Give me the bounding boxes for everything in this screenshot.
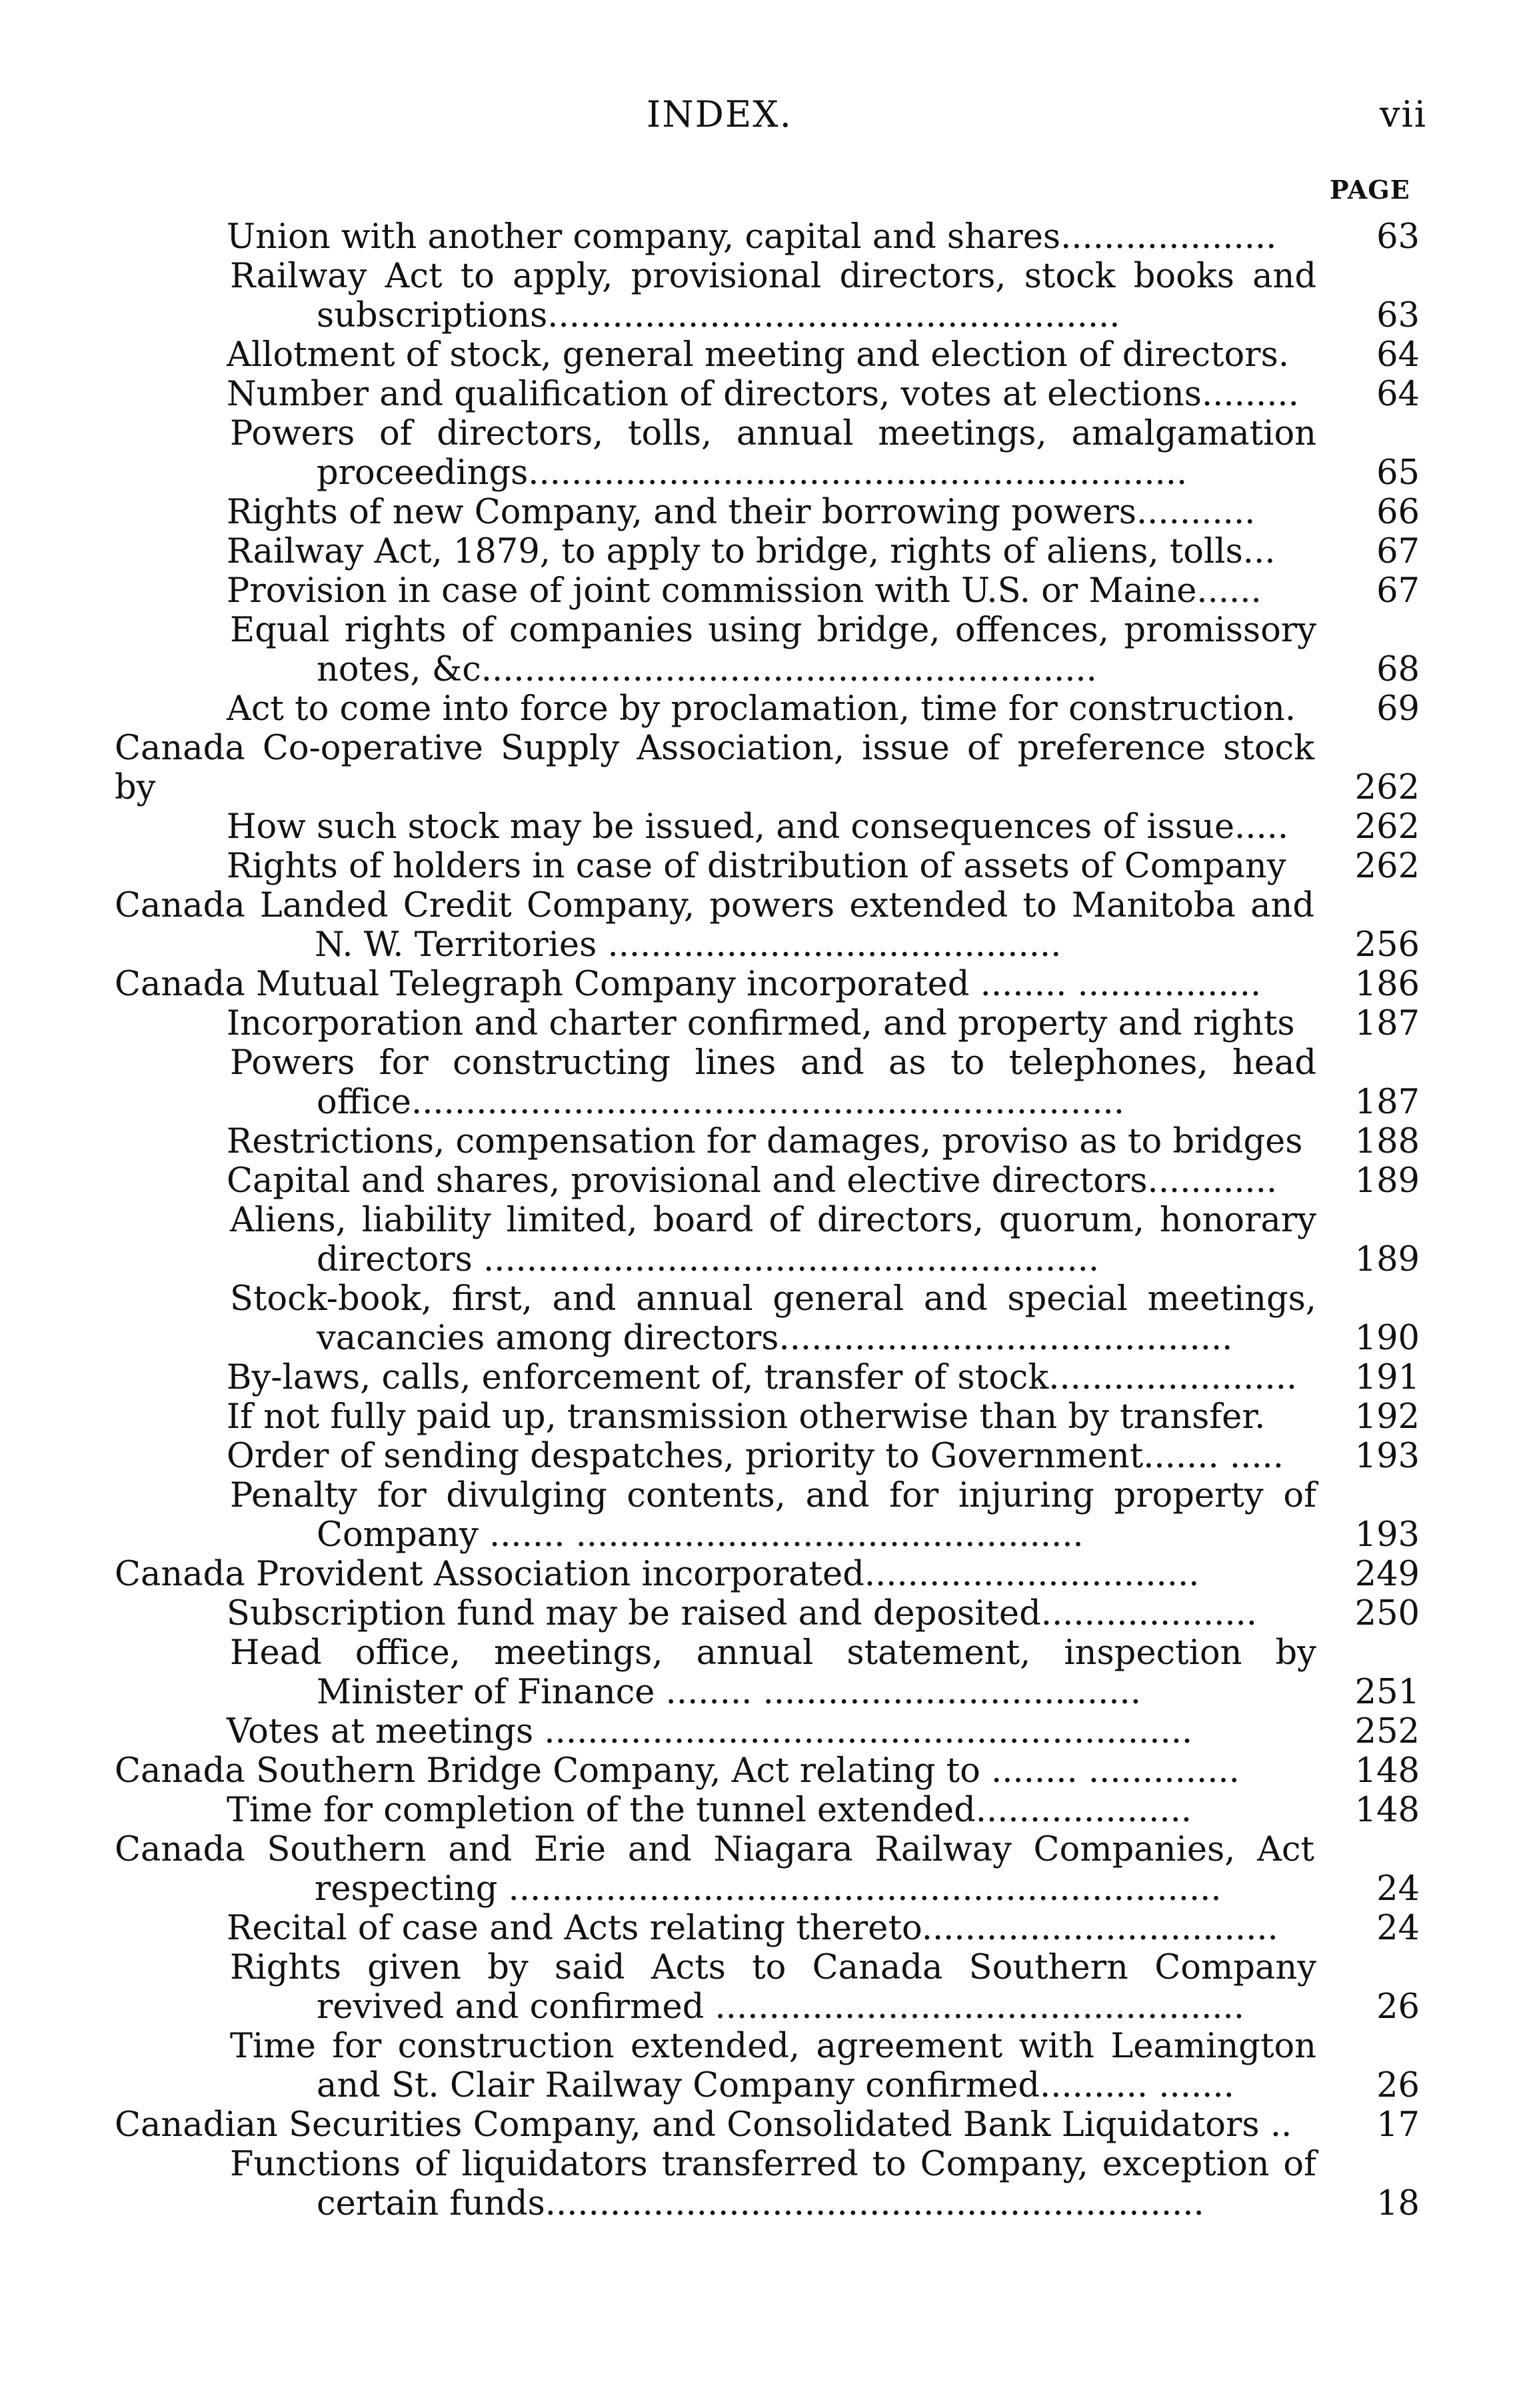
index-entry-page: 249	[1354, 1555, 1420, 1594]
index-entry-page: 148	[1354, 1751, 1420, 1791]
index-entry-page: 262	[1354, 847, 1420, 886]
index-entry-text: Allotment of stock, general meeting and election of directors.	[227, 335, 1289, 375]
index-entry	[0, 1909, 1521, 1948]
index-entry-text: Subscription fund may be raised and deposited....................	[227, 1594, 1257, 1633]
index-entry	[0, 2027, 1521, 2105]
index-entry-page: 24	[1376, 1909, 1420, 1948]
index-entry-text: Time for construction extended, agreement with Leamington and St. Clair Railway Company confirmed.......... .......	[230, 2027, 1316, 2105]
index-entry-text: Recital of case and Acts relating thereto.................................	[227, 1909, 1278, 1948]
index-entry-page: 68	[1376, 650, 1420, 689]
index-entry	[0, 335, 1521, 375]
index-entry-text: Restrictions, compensation for damages, proviso as to bridges	[227, 1122, 1303, 1161]
index-entry-page: 188	[1354, 1122, 1420, 1161]
index-entry-text: By-laws, calls, enforcement of, transfer of stock.......................	[227, 1358, 1298, 1397]
index-entry-page: 193	[1354, 1437, 1420, 1476]
index-entry	[0, 1043, 1521, 1122]
index-entry-page: 187	[1354, 1083, 1420, 1122]
index-entry	[0, 217, 1521, 257]
index-entry-text: Time for completion of the tunnel extended....................	[227, 1791, 1192, 1830]
index-entry-page: 65	[1376, 453, 1420, 493]
index-entry-text: How such stock may be issued, and consequences of issue.....	[227, 807, 1289, 847]
index-entry	[0, 532, 1521, 571]
page-number: vii	[1380, 93, 1428, 135]
index-entry-text: Powers of directors, tolls, annual meetings, amalgamation proceedings.............................................................	[230, 414, 1316, 493]
index-entry	[0, 1122, 1521, 1161]
index-entry-page: 63	[1376, 296, 1420, 335]
index-entry-text: Act to come into force by proclamation, time for construction.	[227, 689, 1296, 729]
index-entry	[0, 493, 1521, 532]
index-entry-page: 190	[1354, 1319, 1420, 1358]
index-entry	[0, 1830, 1521, 1909]
index-entry	[0, 847, 1521, 886]
index-entry	[0, 2145, 1521, 2223]
index-entry-text: Canadian Securities Company, and Consolidated Bank Liquidators ..	[115, 2105, 1292, 2145]
index-entry	[0, 1279, 1521, 1358]
index-entry	[0, 1751, 1521, 1791]
index-entry-text: Aliens, liability limited, board of directors, quorum, honorary directors .........................................................	[230, 1201, 1316, 1279]
index-entry-text: Votes at meetings ............................................................	[227, 1712, 1193, 1751]
index-entry	[0, 1201, 1521, 1279]
index-entry-text: Equal rights of companies using bridge, offences, promissory notes, &c.........................................................	[230, 611, 1316, 689]
index-entry-text: Canada Southern and Erie and Niagara Railway Companies, Act respecting ..................................................................	[115, 1830, 1314, 1909]
index-entry-text: Rights of holders in case of distribution of assets of Company	[227, 847, 1286, 886]
index-entry	[0, 1161, 1521, 1201]
index-entry	[0, 1594, 1521, 1633]
index-entry	[0, 807, 1521, 847]
index-entry-page: 186	[1354, 965, 1420, 1004]
index-entry	[0, 2105, 1521, 2145]
index-entry	[0, 1476, 1521, 1555]
index-entry-page: 64	[1376, 375, 1420, 414]
index-entry-list	[0, 217, 1521, 2223]
index-entry-text: Rights given by said Acts to Canada Southern Company revived and confirmed .................................................	[230, 1948, 1316, 2027]
index-entry	[0, 1358, 1521, 1397]
index-entry-page: 63	[1376, 217, 1420, 257]
running-header-title: INDEX.	[647, 93, 792, 135]
index-entry-page: 26	[1376, 2066, 1420, 2105]
page-column-label: PAGE	[1330, 175, 1410, 205]
index-entry-page: 193	[1354, 1515, 1420, 1555]
index-entry-text: If not fully paid up, transmission otherwise than by transfer.	[227, 1397, 1266, 1437]
index-entry-text: Penalty for divulging contents, and for injuring property of Company ....... ...............................................	[230, 1476, 1316, 1555]
index-entry-text: Stock-book, first, and annual general and special meetings, vacancies among directors..........................................	[230, 1279, 1316, 1358]
index-entry-page: 189	[1354, 1161, 1420, 1201]
index-entry	[0, 1437, 1521, 1476]
index-entry-text: Number and qualification of directors, votes at elections.........	[227, 375, 1299, 414]
index-entry-text: Canada Landed Credit Company, powers extended to Manitoba and N. W. Territories ..........................................	[115, 886, 1314, 965]
index-entry-text: Canada Mutual Telegraph Company incorporated ........ .................	[115, 965, 1262, 1004]
index-entry	[0, 1633, 1521, 1712]
index-entry	[0, 414, 1521, 493]
index-entry-page: 262	[1354, 768, 1420, 807]
index-entry-text: Railway Act to apply, provisional directors, stock books and subscriptions.....................................................	[230, 257, 1316, 335]
index-entry-page: 192	[1354, 1397, 1420, 1437]
index-entry-page: 252	[1354, 1712, 1420, 1751]
index-entry-page: 148	[1354, 1791, 1420, 1830]
index-entry-page: 17	[1376, 2105, 1420, 2145]
index-entry-page: 262	[1354, 807, 1420, 847]
index-entry-page: 256	[1354, 925, 1420, 965]
index-entry-text: Head office, meetings, annual statement, inspection by Minister of Finance ........ ...................................	[230, 1633, 1316, 1712]
index-entry	[0, 965, 1521, 1004]
index-entry-page: 67	[1376, 532, 1420, 571]
index-entry-text: Order of sending despatches, priority to Government....... .....	[227, 1437, 1284, 1476]
index-entry-text: Rights of new Company, and their borrowing powers...........	[227, 493, 1256, 532]
index-entry-page: 191	[1354, 1358, 1420, 1397]
index-entry	[0, 1791, 1521, 1830]
index-entry-text: Canada Co-operative Supply Association, issue of preference stock by	[115, 729, 1314, 807]
index-entry-page: 189	[1354, 1240, 1420, 1279]
index-entry	[0, 611, 1521, 689]
index-entry-page: 24	[1376, 1869, 1420, 1909]
index-entry-text: Canada Provident Association incorporated...............................	[115, 1555, 1200, 1594]
index-entry-page: 64	[1376, 335, 1420, 375]
index-entry-text: Railway Act, 1879, to apply to bridge, rights of aliens, tolls...	[227, 532, 1276, 571]
index-entry-text: Functions of liquidators transferred to Company, exception of certain funds.............................................................	[230, 2145, 1316, 2223]
index-entry-text: Incorporation and charter confirmed, and property and rights	[227, 1004, 1295, 1043]
index-entry-page: 18	[1376, 2184, 1420, 2223]
index-entry-page: 69	[1376, 689, 1420, 729]
index-entry	[0, 729, 1521, 807]
index-entry-page: 251	[1354, 1673, 1420, 1712]
index-entry-text: Powers for constructing lines and as to telephones, head office..................................................................	[230, 1043, 1316, 1122]
index-entry-text: Provision in case of joint commission with U.S. or Maine......	[227, 571, 1262, 611]
index-entry-text: Union with another company, capital and shares....................	[227, 217, 1277, 257]
index-entry-page: 250	[1354, 1594, 1420, 1633]
index-entry-page: 187	[1354, 1004, 1420, 1043]
index-entry-page: 26	[1376, 1987, 1420, 2027]
index-entry	[0, 375, 1521, 414]
index-entry	[0, 1712, 1521, 1751]
index-entry	[0, 1397, 1521, 1437]
index-entry-page: 67	[1376, 571, 1420, 611]
index-entry	[0, 886, 1521, 965]
index-entry	[0, 1555, 1521, 1594]
index-entry	[0, 689, 1521, 729]
index-entry	[0, 1004, 1521, 1043]
index-entry-text: Capital and shares, provisional and elective directors............	[227, 1161, 1278, 1201]
index-entry-text: Canada Southern Bridge Company, Act relating to ........ ..............	[115, 1751, 1240, 1791]
index-entry	[0, 571, 1521, 611]
index-entry	[0, 1948, 1521, 2027]
index-entry-page: 66	[1376, 493, 1420, 532]
index-entry	[0, 257, 1521, 335]
